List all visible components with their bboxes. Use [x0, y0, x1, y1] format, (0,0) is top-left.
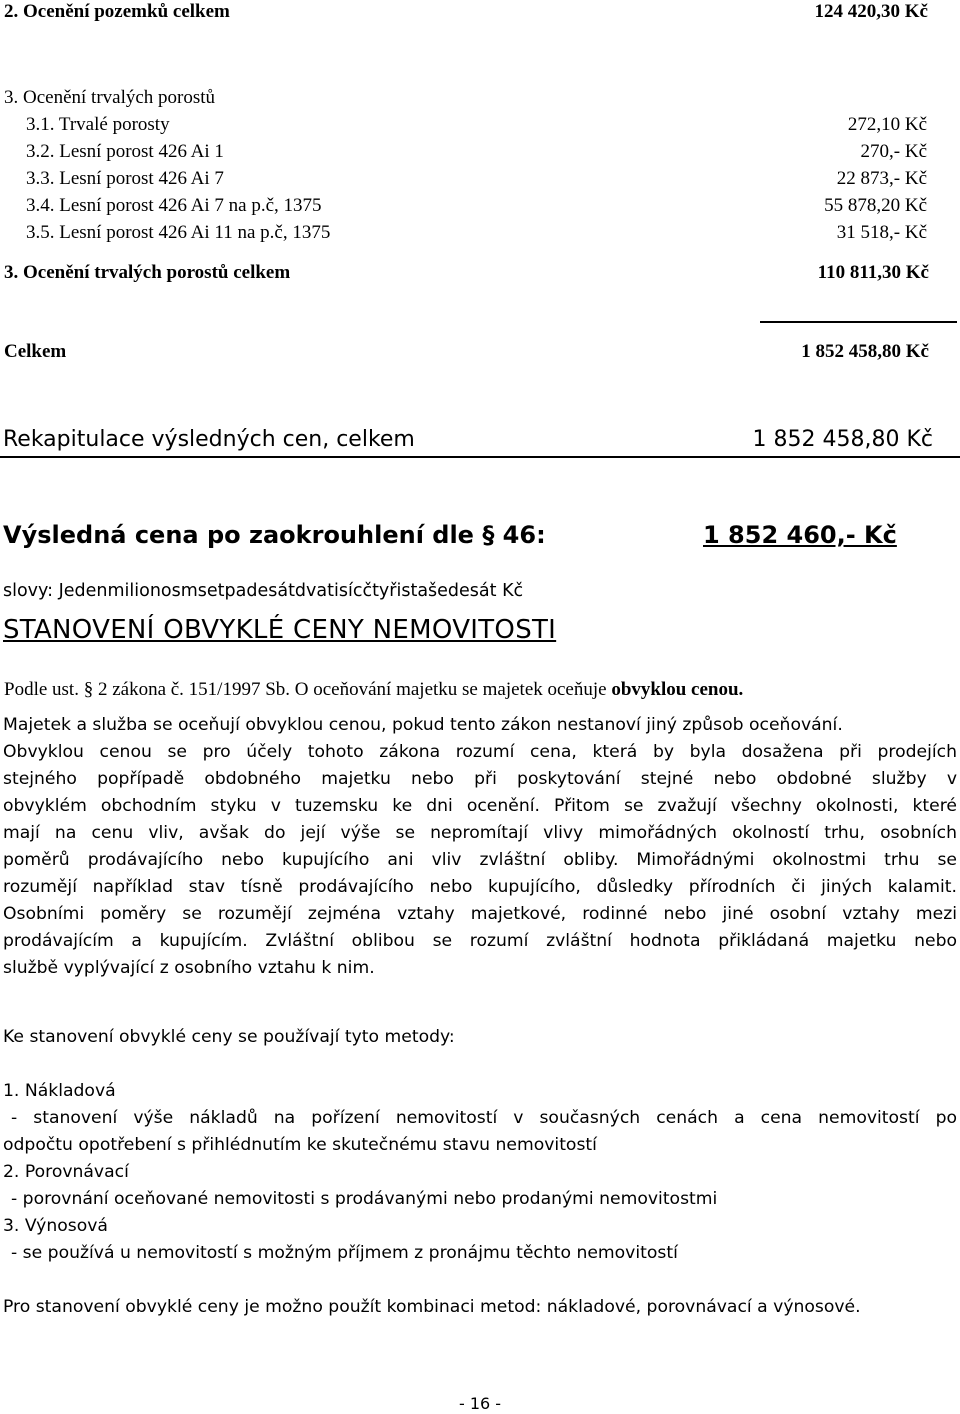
section2-value: 124 420,30 Kč [814, 1, 928, 22]
price-in-words: slovy: Jedenmilionosmsetpadesátdvatisícčtyřistašedesát Kč [3, 581, 524, 601]
law-ref: 2 zákona č. 151/1997 Sb. O oceňování majetku se majetek oceňuje [97, 679, 607, 700]
page-number: - 16 - [458, 1394, 502, 1413]
paragraph-line: mají na cenu vliv, avšak do její výše se nepromítají vlivy mimořádných okolností trhu, osobních [3, 823, 957, 843]
law-bold: obvyklou cenou. [611, 679, 744, 700]
section3-item-value: 272,10 Kč [847, 114, 927, 135]
rekapitulace-value: 1 852 458,80 Kč [752, 427, 933, 452]
section3-heading: 3. Ocenění trvalých porostů [4, 87, 216, 108]
paragraph-line: Majetek a služba se oceňují obvyklou cenou, pokud tento zákon nestanoví jiný způsob oceňování. [3, 715, 843, 735]
law-reference [4, 679, 743, 701]
section3-item-label: 3.1. Trvalé porosty [26, 114, 170, 135]
section3-total-label: 3. Ocenění trvalých porostů celkem [4, 262, 291, 283]
combination-note: Pro stanovení obvyklé ceny je možno použít kombinaci metod: nákladové, porovnávací a výnosové. [3, 1297, 861, 1317]
section3-item-value: 31 518,- Kč [836, 222, 927, 243]
section3-item-label: 3.4. Lesní porost 426 Ai 7 na p.č, 1375 [26, 195, 322, 216]
sum-rule [760, 321, 957, 323]
rounded-price-label [3, 520, 546, 550]
method2-description: - porovnání oceňované nemovitosti s prodávanými nebo prodanými nemovitostmi [11, 1189, 718, 1209]
rounded-section-number: 46: [502, 521, 546, 549]
paragraph-line: obvyklém obchodním styku v tuzemsku ke dni ocenění. Přitom se zvažují všechny okolnosti, které [3, 796, 957, 816]
paragraph-line: Obvyklou cenou se pro účely tohoto zákona rozumí cena, která by byla dosažena při prodejích [3, 742, 957, 762]
section3-item-value: 22 873,- Kč [836, 168, 927, 189]
paragraph-line: Osobními poměry se rozumějí zejména vztahy majetkové, rodinné nebo jiné osobní vztahy mezi [3, 904, 957, 924]
law-section-sign: § [83, 679, 94, 700]
section3-item-label: 3.5. Lesní porost 426 Ai 11 na p.č, 1375 [26, 222, 331, 243]
method1-description [3, 1105, 957, 1159]
section2-label: 2. Ocenění pozemků celkem [4, 1, 230, 22]
rounded-price-value: 1 852 460,- Kč [703, 521, 897, 549]
paragraph-line: poměrů prodávajícího nebo kupujícího ani vliv zvláštní obliby. Mimořádnými okolnostmi trhu se [3, 850, 957, 870]
section-sign: § [482, 521, 495, 549]
method2-title: 2. Porovnávací [3, 1162, 129, 1182]
celkem-value: 1 852 458,80 Kč [801, 341, 929, 362]
section3-item-label: 3.2. Lesní porost 426 Ai 1 [26, 141, 224, 162]
method1-line: odpočtu opotřebení s přihlédnutím ke skutečnému stavu nemovitostí [3, 1135, 597, 1155]
section3-total-value: 110 811,30 Kč [817, 262, 929, 283]
paragraph-line: službě vyplývající z osobního vztahu k nim. [3, 958, 375, 978]
celkem-label: Celkem [4, 341, 67, 362]
method3-description: - se používá u nemovitostí s možným příjmem z pronájmu těchto nemovitostí [11, 1243, 678, 1263]
method3-title: 3. Výnosová [3, 1216, 108, 1236]
rekapitulace-label: Rekapitulace výsledných cen, celkem [3, 427, 415, 452]
method1-title: 1. Nákladová [3, 1081, 116, 1101]
rekapitulace-rule [0, 456, 960, 458]
section3-item-label: 3.3. Lesní porost 426 Ai 7 [26, 168, 224, 189]
section3-item-value: 55 878,20 Kč [824, 195, 927, 216]
methods-intro: Ke stanovení obvyklé ceny se používají tyto metody: [3, 1027, 455, 1047]
law-prefix: Podle ust. [4, 679, 79, 700]
method1-line: - stanovení výše nákladů na pořízení nemovitostí v současných cenách a cena nemovitostí po [11, 1108, 957, 1128]
rounded-label-text: Výsledná cena po zaokrouhlení dle [3, 521, 474, 549]
paragraph-line: rozumějí například stav tísně prodávajícího nebo kupujícího, důsledky přírodních či jiných kalamit. [3, 877, 957, 897]
usual-price-paragraph [3, 712, 957, 982]
usual-price-heading: STANOVENÍ OBVYKLÉ CENY NEMOVITOSTI [3, 615, 557, 645]
section3-item-value: 270,- Kč [860, 141, 927, 162]
paragraph-line: prodávajícím a kupujícím. Zvláštní oblibou se rozumí zvláštní hodnota přikládaná majetku nebo [3, 931, 957, 951]
paragraph-line: stejného popřípadě obdobného majetku nebo při poskytování stejné nebo obdobné služby v [3, 769, 957, 789]
